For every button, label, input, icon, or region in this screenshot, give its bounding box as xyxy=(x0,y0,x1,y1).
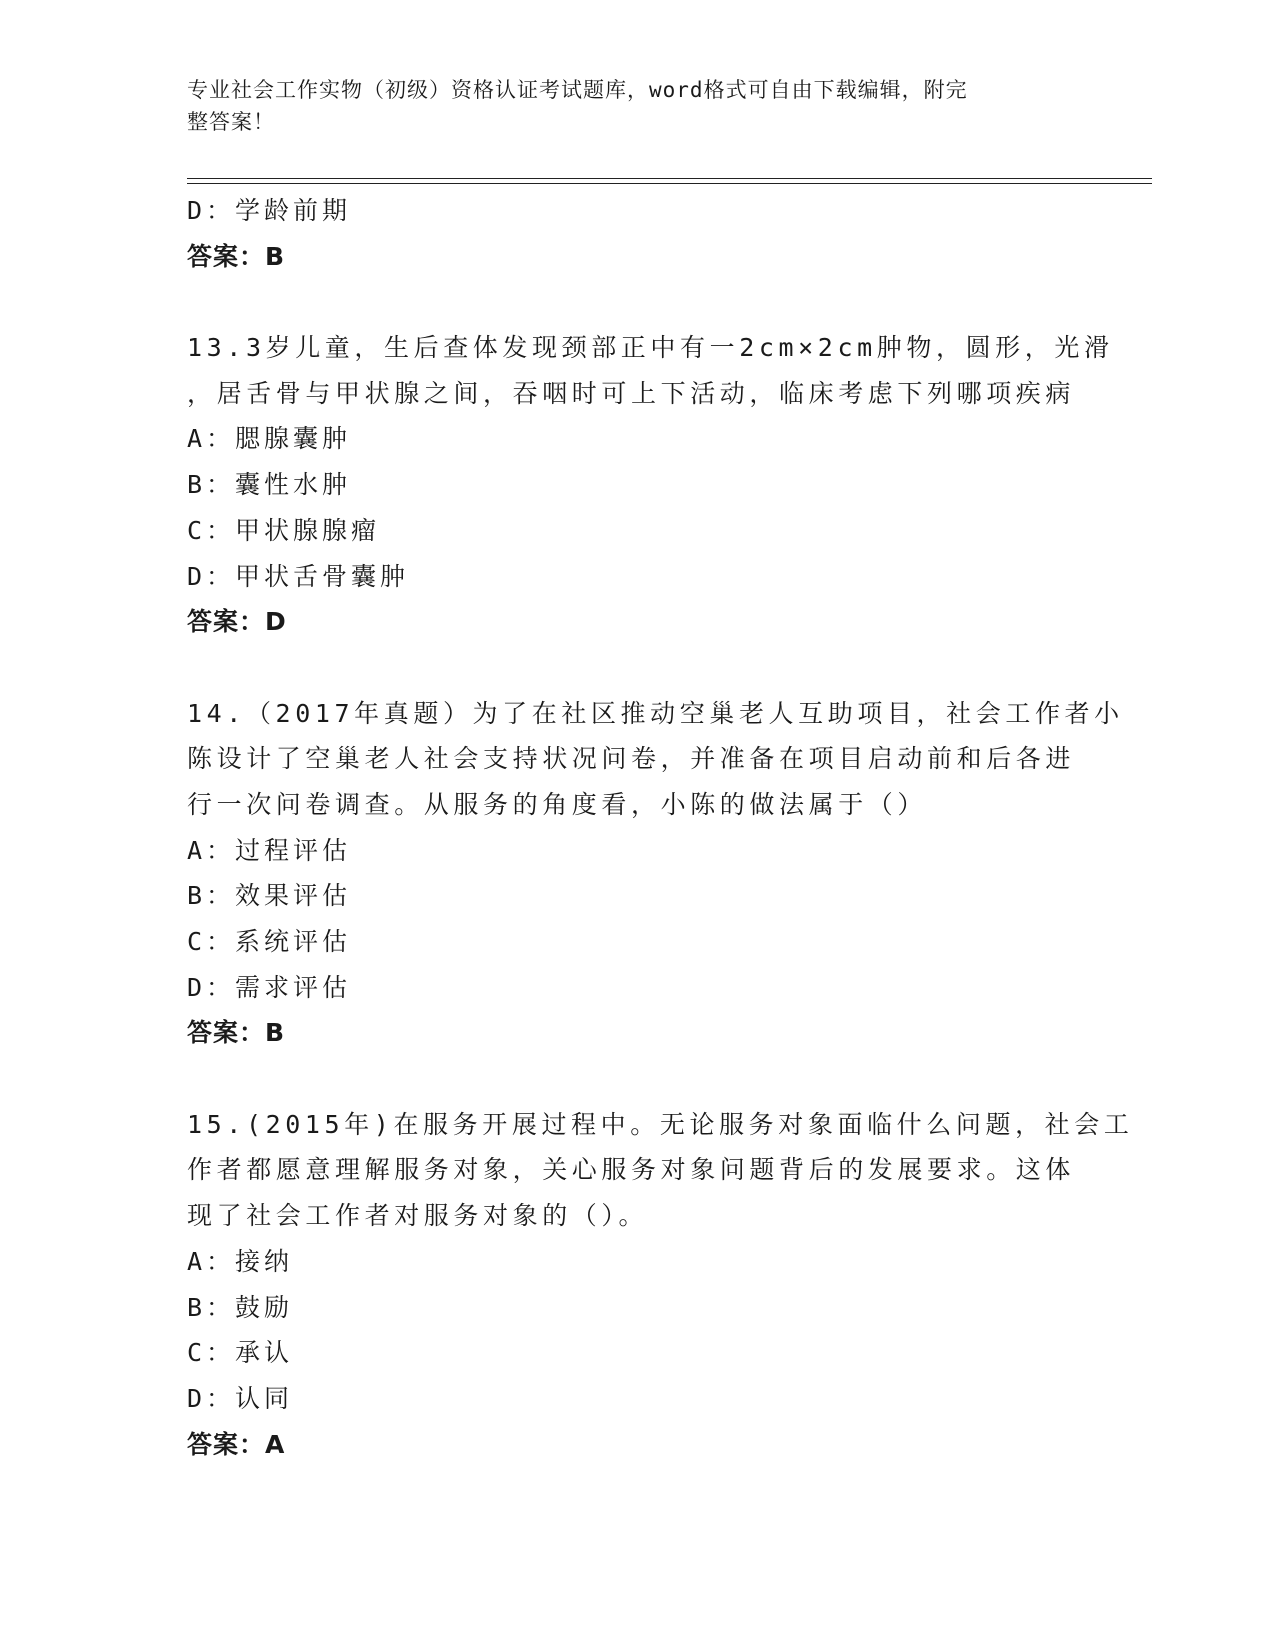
question-14-stem xyxy=(187,691,1124,828)
question-14-option-b: B：效果评估 xyxy=(187,881,352,911)
question-14-stem-line: 陈设计了空巢老人社会支持状况问卷，并准备在项目启动前和后各进 xyxy=(187,744,1076,774)
question-13-stem-line: ，居舌骨与甲状腺之间，吞咽时可上下活动，临床考虑下列哪项疾病 xyxy=(187,378,1076,408)
document-body xyxy=(187,188,1134,1467)
question-13-stem-line: 13.3岁儿童，生后查体发现颈部正中有一2cm×2cm肿物，圆形，光滑 xyxy=(187,333,1114,363)
prev-option-d: D：学龄前期 xyxy=(187,196,352,225)
question-15-answer: 答案：A xyxy=(187,1429,286,1459)
header-rule-bottom xyxy=(187,183,1152,184)
question-15-option-a: A：接纳 xyxy=(187,1246,294,1276)
question-15-stem-line: 现了社会工作者对服务对象的（）。 xyxy=(187,1201,649,1231)
question-14-answer: 答案：B xyxy=(187,1018,286,1048)
question-14-stem-line: 14.（2017年真题）为了在社区推动空巢老人互助项目，社会工作者小 xyxy=(187,698,1124,728)
question-14-stem-line: 行一次问卷调查。从服务的角度看，小陈的做法属于（） xyxy=(187,789,928,819)
page-header xyxy=(187,74,1067,138)
spacer xyxy=(187,645,1087,691)
question-14-option-a: A：过程评估 xyxy=(187,835,352,865)
question-15-option-b: B：鼓励 xyxy=(187,1292,294,1322)
question-13-stem xyxy=(187,325,1114,416)
question-13-option-a: A：腮腺囊肿 xyxy=(187,424,352,454)
question-15-stem-line: 作者都愿意理解服务对象，关心服务对象问题背后的发展要求。这体 xyxy=(187,1155,1076,1185)
header-line-2: 整答案！ xyxy=(187,110,275,134)
spacer xyxy=(187,279,1087,325)
question-13-option-b: B：囊性水肿 xyxy=(187,470,352,500)
question-15-option-c: C：承认 xyxy=(187,1338,294,1368)
spacer xyxy=(187,1056,1087,1102)
header-line-1: 专业社会工作实物（初级）资格认证考试题库，word格式可自由下载编辑，附完 xyxy=(187,78,968,102)
question-14-option-d: D：需求评估 xyxy=(187,972,352,1002)
prev-answer: 答案：B xyxy=(187,241,286,271)
question-13-option-c: C：甲状腺腺瘤 xyxy=(187,515,381,545)
question-15-option-d: D：认同 xyxy=(187,1383,294,1413)
question-15-stem-line: 15.(2015年)在服务开展过程中。无论服务对象面临什么问题，社会工 xyxy=(187,1109,1134,1139)
question-14-option-c: C：系统评估 xyxy=(187,927,352,956)
question-13-option-d: D：甲状舌骨囊肿 xyxy=(187,561,410,591)
question-15-stem xyxy=(187,1102,1134,1239)
question-13-answer: 答案：D xyxy=(187,607,287,637)
header-rule-top xyxy=(187,178,1152,179)
